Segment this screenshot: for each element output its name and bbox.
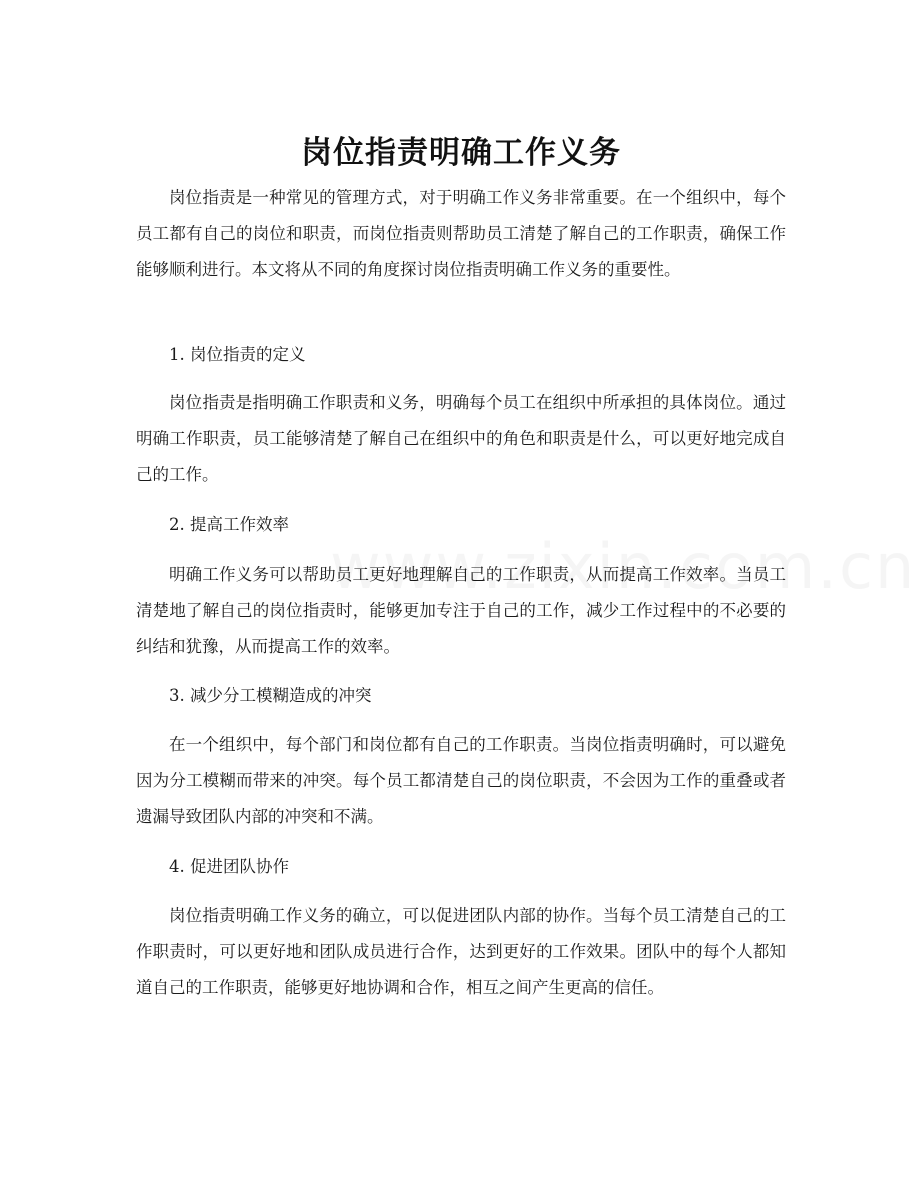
section-body-2: 明确工作义务可以帮助员工更好地理解自己的工作职责，从而提高工作效率。当员工清楚地了解自己的岗位指责时，能够更加专注于自己的工作，减少工作过程中的不必要的纠结和犹豫，从而提高工作的效率。	[136, 565, 786, 656]
document-title: 岗位指责明确工作义务	[301, 134, 621, 171]
section-heading-3: 3. 减少分工模糊造成的冲突	[169, 686, 372, 705]
section-body-4: 岗位指责明确工作义务的确立，可以促进团队内部的协作。当每个员工清楚自己的工作职责时，可以更好地和团队成员进行合作，达到更好的工作效果。团队中的每个人都知道自己的工作职责，能够更好地协调和合作，相互之间产生更高的信任。	[136, 906, 786, 997]
section-body-1: 岗位指责是指明确工作职责和义务，明确每个员工在组织中所承担的具体岗位。通过明确工作职责，员工能够清楚了解自己在组织中的角色和职责是什么，可以更好地完成自己的工作。	[136, 393, 786, 484]
section-heading-1: 1. 岗位指责的定义	[169, 345, 306, 364]
intro-paragraph: 岗位指责是一种常见的管理方式，对于明确工作义务非常重要。在一个组织中，每个员工都有自己的岗位和职责，而岗位指责则帮助员工清楚了解自己的工作职责，确保工作能够顺利进行。本文将从不同的角度探讨岗位指责明确工作义务的重要性。	[136, 188, 786, 279]
section-body-3: 在一个组织中，每个部门和岗位都有自己的工作职责。当岗位指责明确时，可以避免因为分工模糊而带来的冲突。每个员工都清楚自己的岗位职责，不会因为工作的重叠或者遗漏导致团队内部的冲突和不满。	[136, 735, 786, 826]
section-heading-2: 2. 提高工作效率	[169, 515, 289, 534]
section-heading-4: 4. 促进团队协作	[169, 857, 289, 876]
